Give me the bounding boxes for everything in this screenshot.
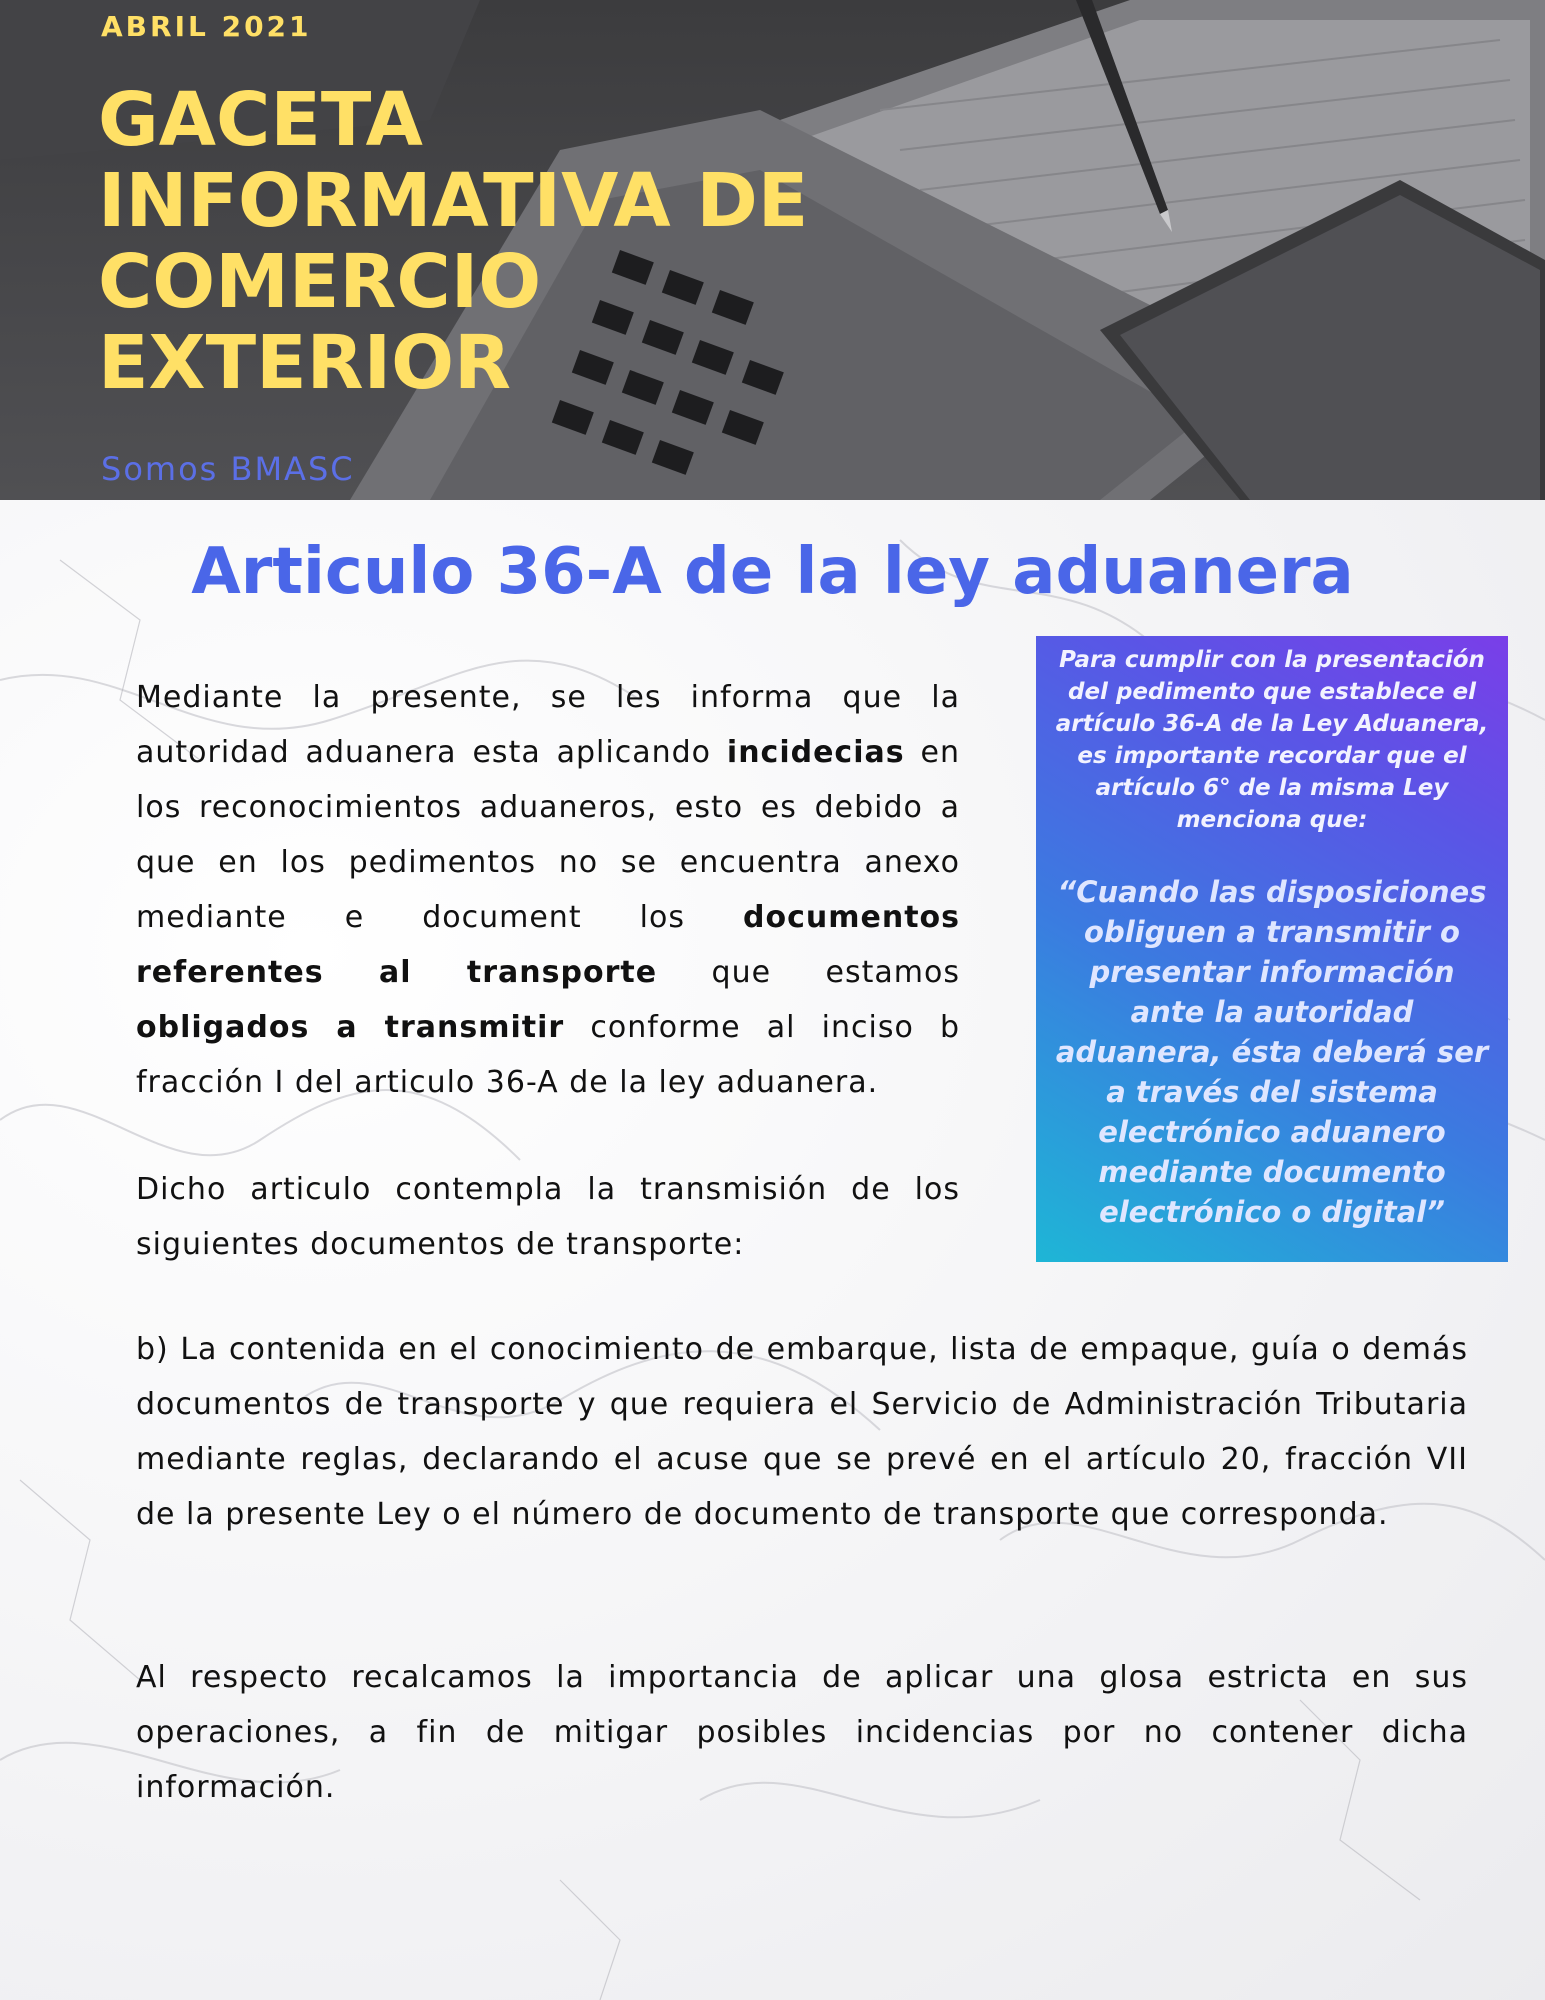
text-run: Mediante la presente, se les informa que la autoridad aduanera esta aplicando	[136, 680, 960, 770]
tagline: Somos BMASC	[101, 450, 355, 488]
text-run: conforme al inciso b fracción I del articulo 36-A de la ley aduanera.	[136, 1010, 960, 1100]
article-paragraph-inciso-b: b) La contenida en el conocimiento de embarque, lista de empaque, guía o demás documentos de transporte y que requiera el Servicio de Administración Tributaria mediante reglas, declarando el acuse que se prevé en el artículo 20, fracción VII de la presente Ley o el número de documento de transporte que corresponda.	[136, 1332, 1468, 1532]
bold-term: obligados a transmitir	[136, 1010, 565, 1045]
article-title: Articulo 36-A de la ley aduanera	[191, 535, 1354, 609]
bold-term: incidecias	[726, 735, 905, 770]
text-run: en los reconocimientos aduaneros, esto es debido a que en los pedimentos no se encuentra anexo mediante e document los	[136, 735, 960, 935]
masthead-line: GACETA	[98, 77, 423, 163]
article-paragraph-intro	[136, 670, 960, 1110]
callout-intro: Para cumplir con la presentación del pedimento que establece el artículo 36-A de la Ley Aduanera, es importante recordar que el artículo 6° de la misma Ley menciona que:	[1055, 647, 1489, 833]
article-paragraph-documents: Dicho articulo contempla la transmisión de los siguientes documentos de transporte:	[136, 1172, 960, 1262]
article-paragraph-conclusion: Al respecto recalcamos la importancia de aplicar una glosa estricta en sus operaciones, a fin de mitigar posibles incidencias por no contener dicha información.	[136, 1660, 1468, 1805]
callout-quote: “Cuando las disposiciones obliguen a transmitir o presentar información ante la autoridad aduanera, ésta deberá ser a través del sistema electrónico aduanero mediante documento electrónico o digital”	[1055, 875, 1489, 1229]
callout-box	[1036, 636, 1508, 1262]
masthead-line: INFORMATIVA DE	[98, 158, 809, 244]
bold-term: documentos referentes al transporte	[136, 900, 960, 990]
masthead-line: EXTERIOR	[98, 320, 512, 406]
text-run: que estamos	[657, 955, 960, 990]
masthead-line: COMERCIO	[98, 239, 542, 325]
issue-date: ABRIL 2021	[101, 10, 312, 43]
masthead-title	[98, 77, 858, 406]
header-banner	[0, 0, 1545, 500]
